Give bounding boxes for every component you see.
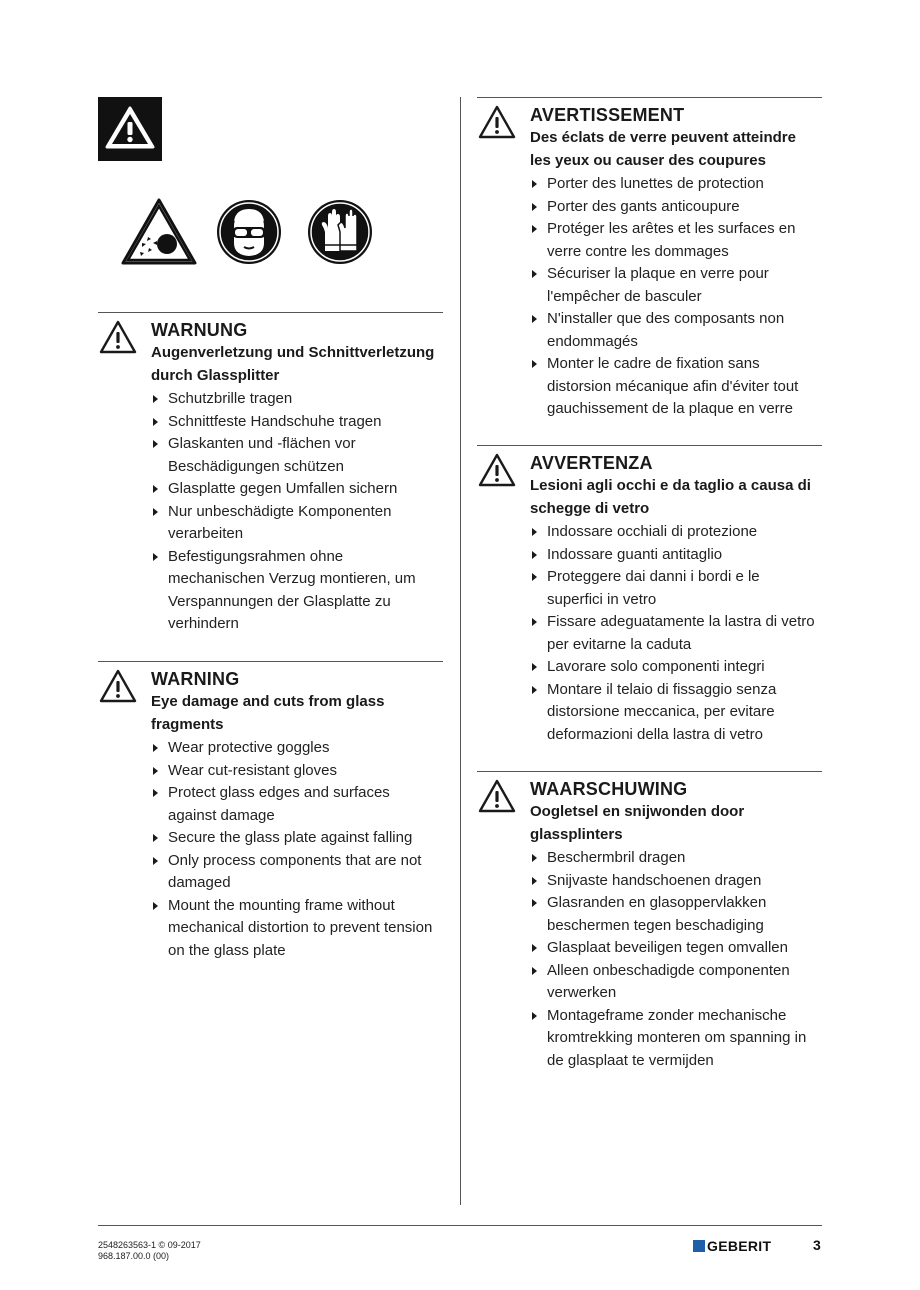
geberit-logo xyxy=(693,1238,771,1254)
warning-subtitle-line: Augenverletzung und Schnittverletzung xyxy=(151,344,435,361)
warning-body xyxy=(151,668,432,962)
warning-title: AVERTISSEMENT xyxy=(530,105,685,125)
section-rule-fr xyxy=(477,97,822,98)
list-item xyxy=(151,827,432,850)
list-item-line: Glasranden en glasoppervlakken xyxy=(547,894,767,911)
logo-square-icon xyxy=(693,1240,705,1252)
warning-title: WARNING xyxy=(151,669,240,689)
list-item-line: Indossare occhiali di protezione xyxy=(547,523,758,540)
list-item-line: Lavorare solo componenti integri xyxy=(547,658,765,675)
list-item-line: l'empêcher de basculer xyxy=(547,287,702,305)
list-item xyxy=(530,566,815,611)
list-item-line: Alleen onbeschadigde componenten xyxy=(547,961,790,979)
list-item-line: Schutzbrille tragen xyxy=(168,390,293,407)
list-item xyxy=(530,611,815,656)
warning-subtitle-line: Des éclats de verre peuvent atteindre xyxy=(530,129,796,146)
warning-triangle-icon xyxy=(477,452,517,488)
list-item-line: Proteggere dai danni i bordi e le xyxy=(547,568,760,585)
list-item-line: Monter le cadre de fixation sans xyxy=(547,355,760,372)
list-item-line: verhindern xyxy=(168,615,239,632)
list-item-line: Snijvaste handschoenen dragen xyxy=(547,871,762,889)
list-item-line: distorsion mécanique afin d'éviter tout xyxy=(547,377,799,395)
section-rule-nl xyxy=(477,771,822,772)
instruction-list xyxy=(530,521,815,746)
list-item-line: Secure the glass plate against falling xyxy=(168,829,413,846)
list-item-line: Nur unbeschädigte Komponenten xyxy=(168,502,392,520)
list-item-line: Verspannungen der Glasplatte zu xyxy=(168,592,391,610)
document-number-line-1: 2548263563-1 © 09-2017 xyxy=(98,1240,201,1250)
instruction-list xyxy=(151,737,432,962)
brand-name: GEBERIT xyxy=(707,1238,772,1254)
section-rule-en xyxy=(98,661,443,662)
warning-title: WAARSCHUWING xyxy=(530,779,688,799)
warning-subtitle xyxy=(530,801,806,846)
list-item-line: damaged xyxy=(168,874,231,891)
warning-subtitle-line: glassplinters xyxy=(530,825,623,843)
list-item-line: Mount the mounting frame without xyxy=(168,896,395,914)
list-item xyxy=(530,263,798,308)
document-number xyxy=(98,1240,201,1262)
list-item-line: verwerken xyxy=(547,984,617,1001)
list-item xyxy=(151,478,434,501)
list-item-line: verre contre les dommages xyxy=(547,242,729,260)
warning-triangle-icon xyxy=(98,97,162,161)
warning-body xyxy=(151,319,434,636)
list-item xyxy=(530,196,798,219)
list-item xyxy=(530,960,806,1005)
list-item xyxy=(151,782,432,827)
list-item xyxy=(151,850,432,895)
warning-subtitle-line: schegge di vetro xyxy=(530,499,650,517)
list-item-line: Only process components that are not xyxy=(168,851,422,869)
list-item-line: Montare il telaio di fissaggio senza xyxy=(547,680,777,698)
list-item-line: N'installer que des composants non xyxy=(547,310,785,327)
list-item xyxy=(151,388,434,411)
list-item-line: beschermen tegen beschadiging xyxy=(547,916,764,934)
list-item xyxy=(530,937,806,960)
list-item-line: mechanical distortion to prevent tension xyxy=(168,919,433,936)
list-item-line: Porter des lunettes de protection xyxy=(547,175,764,192)
section-rule-it xyxy=(477,445,822,446)
list-item-line: Schnittfeste Handschuhe tragen xyxy=(168,412,382,430)
warning-subtitle-line: durch Glassplitter xyxy=(151,366,280,384)
warning-body xyxy=(530,452,815,746)
list-item-line: Protéger les arêtes et les surfaces en xyxy=(547,220,796,237)
instruction-list xyxy=(530,173,798,421)
list-item xyxy=(530,353,798,421)
warning-subtitle-line: les yeux ou causer des coupures xyxy=(530,151,766,169)
list-item xyxy=(530,173,798,196)
warning-triangle-icon xyxy=(98,319,138,355)
list-item xyxy=(151,737,432,760)
list-item-line: Wear protective goggles xyxy=(168,739,330,756)
list-item-line: Fissare adeguatamente la lastra di vetro xyxy=(547,613,815,630)
footer-rule xyxy=(98,1225,822,1226)
list-item xyxy=(151,411,434,434)
list-item-line: deformazioni della lastra di vetro xyxy=(547,725,763,743)
list-item-line: endommagés xyxy=(547,332,638,350)
list-item xyxy=(151,760,432,783)
warning-triangle-icon xyxy=(477,778,517,814)
list-item-line: Porter des gants anticoupure xyxy=(547,197,740,215)
warning-title: WARNUNG xyxy=(151,320,248,340)
list-item xyxy=(530,1005,806,1073)
section-rule-de xyxy=(98,312,443,313)
warning-body xyxy=(530,778,806,1072)
document-number-line-2: 968.187.00.0 (00) xyxy=(98,1251,170,1261)
warning-subtitle xyxy=(151,691,432,736)
general-warning-sign xyxy=(98,97,162,161)
list-item xyxy=(530,847,806,870)
warning-title: AVVERTENZA xyxy=(530,453,653,473)
warning-triangle-icon xyxy=(477,104,517,140)
list-item-line: Glasplatte gegen Umfallen sichern xyxy=(168,480,398,497)
wear-eye-protection-icon xyxy=(216,199,282,265)
wear-gloves-icon xyxy=(307,199,373,265)
warning-subtitle xyxy=(530,475,815,520)
list-item xyxy=(151,895,432,963)
list-item-line: Beschädigungen schützen xyxy=(168,457,344,475)
column-divider xyxy=(460,97,461,1205)
instruction-list xyxy=(530,847,806,1072)
list-item-line: Indossare guanti antitaglio xyxy=(547,545,723,563)
list-item xyxy=(530,870,806,893)
warning-subtitle-line: Lesioni agli occhi e da taglio a causa di xyxy=(530,477,811,494)
list-item-line: Montageframe zonder mechanische xyxy=(547,1006,787,1024)
list-item-line: Befestigungsrahmen ohne xyxy=(168,547,344,565)
list-item-line: gauchissement de la plaque en verre xyxy=(547,400,793,417)
list-item xyxy=(530,218,798,263)
warning-subtitle-line: fragments xyxy=(151,715,224,733)
list-item xyxy=(151,546,434,636)
list-item-line: kromtrekking monteren om spanning in xyxy=(547,1029,807,1046)
list-item-line: Wear cut-resistant gloves xyxy=(168,761,337,779)
list-item xyxy=(530,656,815,679)
list-item-line: mechanischen Verzug montieren, um xyxy=(168,570,416,587)
list-item-line: against damage xyxy=(168,806,275,824)
instruction-list xyxy=(151,388,434,636)
warning-subtitle-line: Oogletsel en snijwonden door xyxy=(530,803,745,820)
list-item xyxy=(530,521,815,544)
warning-subtitle-line: Eye damage and cuts from glass xyxy=(151,693,385,710)
list-item-line: Protect glass edges and surfaces xyxy=(168,784,390,801)
list-item-line: de glasplaat te vermijden xyxy=(547,1051,714,1069)
list-item-line: on the glass plate xyxy=(168,941,286,959)
list-item xyxy=(530,679,815,747)
warning-subtitle xyxy=(530,127,798,172)
list-item xyxy=(530,308,798,353)
list-item-line: Glaskanten und -flächen vor xyxy=(168,435,356,452)
list-item xyxy=(151,433,434,478)
flying-fragments-warning-icon xyxy=(120,197,198,267)
list-item xyxy=(151,501,434,546)
list-item-line: Glasplaat beveiligen tegen omvallen xyxy=(547,939,788,956)
warning-body xyxy=(530,104,798,421)
list-item xyxy=(530,544,815,567)
warning-triangle-icon xyxy=(98,668,138,704)
list-item xyxy=(530,892,806,937)
list-item-line: distorsione meccanica, per evitare xyxy=(547,703,775,720)
list-item-line: superfici in vetro xyxy=(547,590,657,608)
warning-subtitle xyxy=(151,342,434,387)
list-item-line: verarbeiten xyxy=(168,525,244,542)
list-item-line: per evitarne la caduta xyxy=(547,635,692,653)
list-item-line: Beschermbril dragen xyxy=(547,849,686,866)
page-number: 3 xyxy=(813,1237,821,1253)
list-item-line: Sécuriser la plaque en verre pour xyxy=(547,265,769,282)
